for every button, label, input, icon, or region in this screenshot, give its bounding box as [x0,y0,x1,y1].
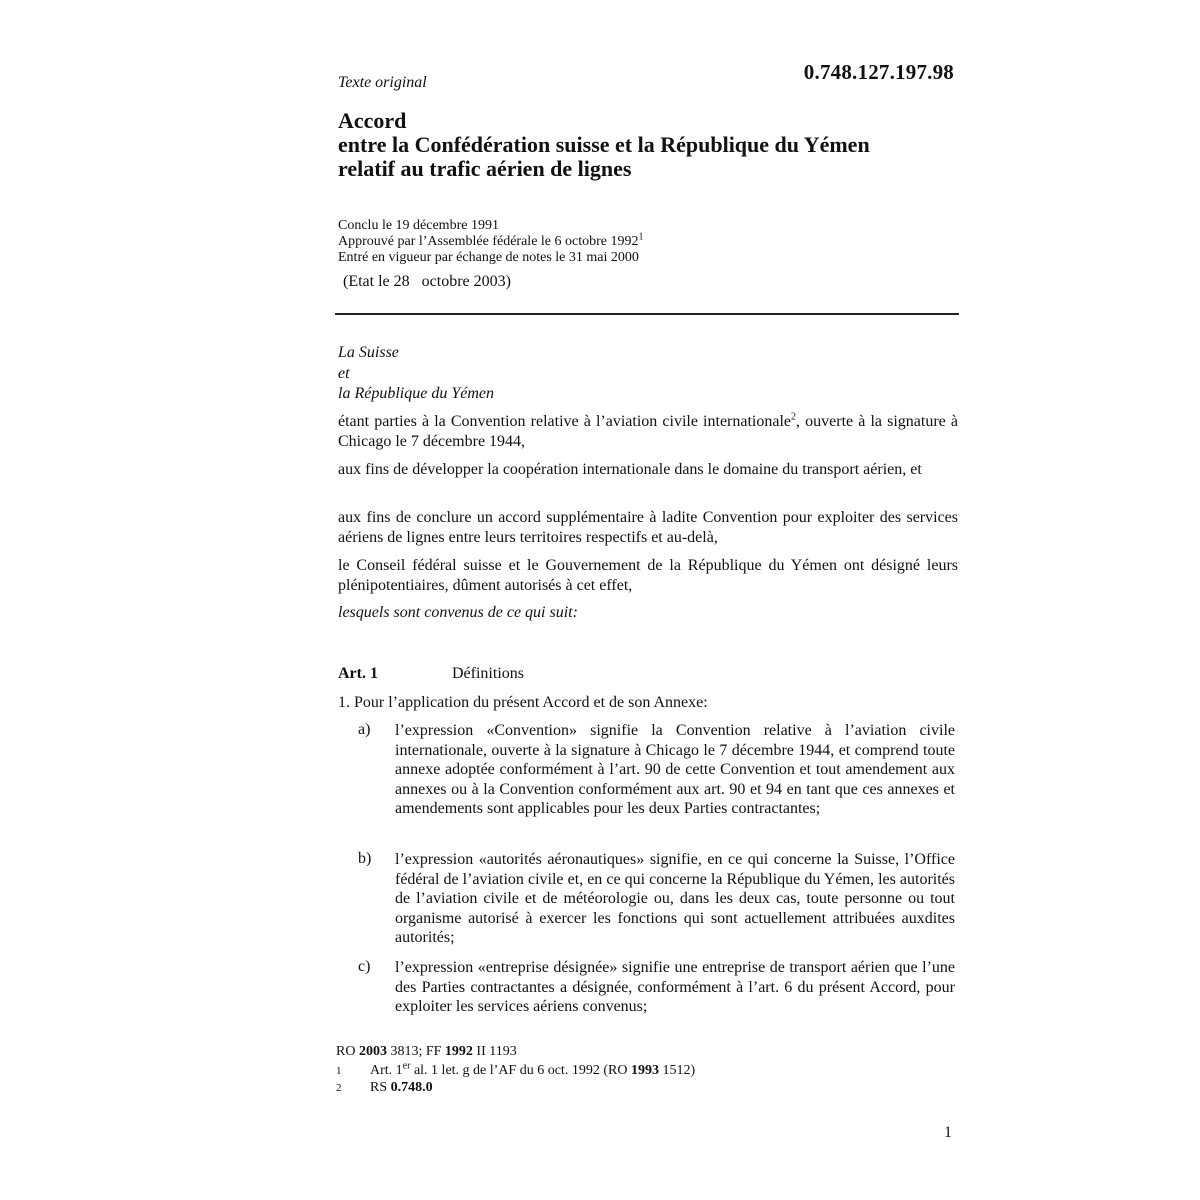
page-number: 1 [944,1124,952,1141]
title-line-3: relatif au trafic aérien de lignes [338,156,632,181]
footnote-ref-2[interactable]: 2 [791,411,797,423]
preamble-paragraph-1: étant parties à la Convention relative à l’aviation civile internationale$^2$, ouverte à la signature à Chicago le 7 décembre 1944, [338,411,959,450]
conjunction: et [338,364,350,382]
original-text-label: Texte original [338,74,427,91]
footnote-ref-1[interactable]: 1 [638,231,644,243]
header-divider [335,313,959,315]
item-c-letter: c) [358,958,371,975]
preamble-closing: lesquels sont convenus de ce qui suit: [338,604,578,621]
status-date: (Etat le 28 octobre 2003) [343,273,511,290]
sr-number: 0.748.127.197.98 [803,60,954,84]
article-1-intro: 1. Pour l’application du présent Accord et de son Annexe: [338,694,708,711]
article-title: Définitions [452,665,524,682]
document-meta [338,218,958,266]
article-label: Art. 1 [338,665,378,682]
title-line-1: Accord [338,108,407,133]
item-a-letter: a) [358,721,371,738]
document-title [338,109,958,181]
publication-reference: RO 2003 3813; FF 1992 II 1193 [336,1044,517,1059]
item-a-text: l’expression «Convention» signifie la Convention relative à l’aviation civile internationale, ouverte à la signature à Chicago le 7 décembre 1944, et comprend toute annexe adoptée conformément à l’art. 90 de cette Convention et tout amendement aux annexes ou à la Convention conformément aux art. 90 et 94 en tant que ces annexes et amendements sont applicables pour les deux Parties contractantes; [395,722,955,817]
footnote-2: 2 RS 0.748.0 [336,1080,433,1095]
item-c-text: l’expression «entreprise désignée» signifie une entreprise de transport aérien que l’une des Parties contractantes a désignée, conformément à l’art. 6 du présent Accord, pour exploiter les services aériens convenus; [395,959,955,1015]
preamble-paragraph-3: aux fins de conclure un accord supplémentaire à ladite Convention pour exploiter des services aériens de lignes entre leurs territoires respectifs et au-delà, [338,509,958,546]
item-b-text: l’expression «autorités aéronautiques» signifie, en ce qui concerne la Suisse, l’Office fédéral de l’aviation civile et, en ce qui concerne la République du Yémen, les autorités de l’aviation civile et de météorologie ou, dans les deux cas, toute personne ou tout organisme autorisé à exercer les fonctions qui sont actuellement attribuées auxdites autorités; [395,851,955,946]
article-1-heading [338,665,958,683]
footnote-1: 1 Art. 1er al. 1 let. g de l’AF du 6 oct. 1992 (RO 1993 1512) [336,1060,696,1078]
preamble-paragraph-4: le Conseil fédéral suisse et le Gouvernement de la République du Yémen ont désigné leurs plénipotentiaires, dûment autorisés à cet effet, [338,557,958,594]
concluded-date: Conclu le 19 décembre 1991 [338,218,499,233]
item-b-letter: b) [358,850,372,867]
preamble-parties [338,343,958,405]
in-force-date: Entré en vigueur par échange de notes le 31 mai 2000 [338,250,639,265]
party-yemen: la République du Yémen [338,385,494,402]
party-switzerland: La Suisse [338,344,399,361]
preamble-paragraph-2: aux fins de développer la coopération internationale dans le domaine du transport aérien, et [338,461,922,478]
approved-date: Approuvé par l’Assemblée fédérale le 6 octobre 1992$^1$ [338,231,644,249]
title-line-2: entre la Confédération suisse et la République du Yémen [338,132,870,157]
